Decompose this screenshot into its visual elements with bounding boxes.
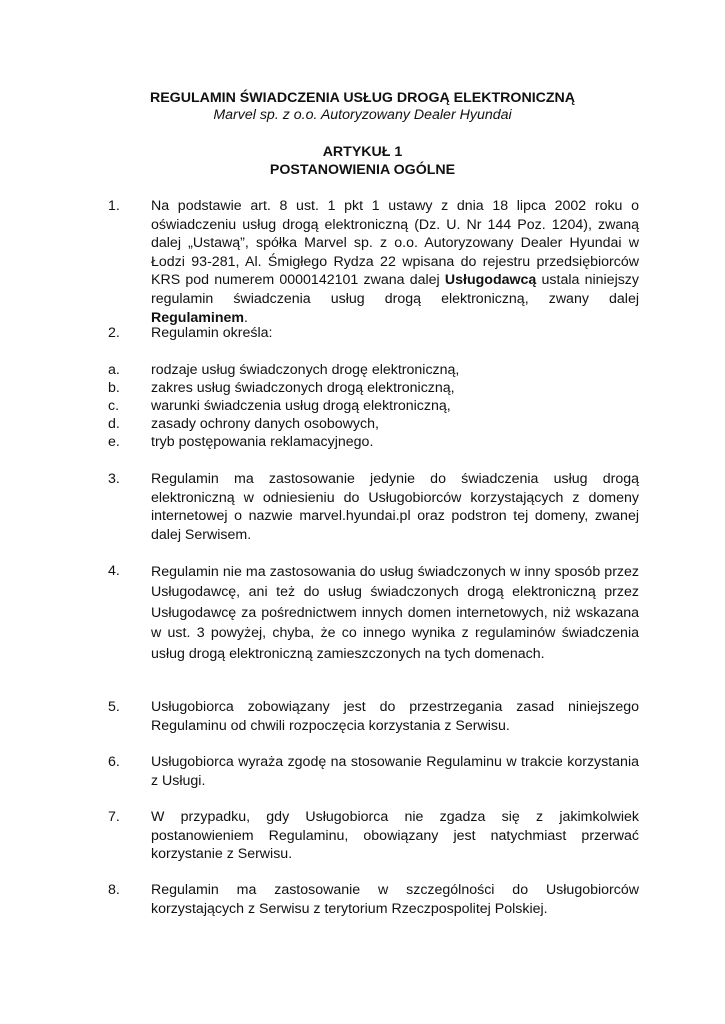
- item-text: Na podstawie art. 8 ust. 1 pkt 1 ustawy z dnia 18 lipca 2002 roku o oświadczeniu usług drogą elektroniczną (Dz. U. Nr 144 Poz. 1204), zwaną dalej „Ustawą”, spółka Marvel sp. z o.o. Autoryzowany Dealer Hyundai w Łodzi 93-281, Al. Śmigłego Rydza 22 wpisana do rejestru przedsiębiorców KRS pod numerem 0000142101 zwana dalej Usługodawcą ustala niniejszy regulamin świadczenia usług drogą elektroniczną, zwany dalej Regulaminem.: [151, 198, 639, 326]
- sublist-text: rodzaje usług świadczonych drogę elektroniczną,: [151, 362, 460, 378]
- sublist-text: zakres usług świadczonych drogą elektroniczną,: [151, 380, 455, 396]
- item-number: 2.: [108, 325, 120, 341]
- bold-term-uslugodawca: Usługodawcą: [444, 272, 537, 289]
- item-text: Usługobiorca wyraża zgodę na stosowanie Regulaminu w trakcie korzystania z Usługi.: [151, 754, 639, 789]
- item-number: 7.: [108, 809, 120, 825]
- item-text: Regulamin ma zastosowanie w szczególności do Usługobiorców korzystających z Serwisu z terytorium Rzeczpospolitej Polskiej.: [151, 882, 639, 917]
- document-title: REGULAMIN ŚWIADCZENIA USŁUG DROGĄ ELEKTRONICZNĄ: [149, 90, 576, 106]
- sublist-letter: d.: [108, 416, 120, 432]
- item-number: 8.: [108, 882, 120, 898]
- item-text: Regulamin określa:: [151, 325, 273, 341]
- item-number: 1.: [108, 198, 120, 214]
- item-number: 6.: [108, 754, 120, 770]
- sublist-text: zasady ochrony danych osobowych,: [151, 416, 379, 432]
- bold-term-regulamin: Regulaminem: [151, 309, 245, 326]
- sublist-text: tryb postępowania reklamacyjnego.: [151, 434, 374, 450]
- item-text: Regulamin nie ma zastosowania do usług świadczonych w inny sposób przez Usługodawcę, ani też do usług świadczonych drogą elektroniczną przez Usługodawcę za pośrednictwem innych domen internetowych, niż wskazana w ust. 3 powyżej, chyba, że co innego wynika z regulaminów świadczenia usług drogą elektroniczną zamieszczonych na tych domenach.: [151, 564, 639, 662]
- sublist-text: warunki świadczenia usług drogą elektroniczną,: [151, 398, 451, 414]
- sublist-letter: a.: [108, 362, 120, 378]
- sublist-letter: e.: [108, 434, 120, 450]
- sublist-letter: b.: [108, 380, 120, 396]
- sublist-letter: c.: [108, 398, 120, 414]
- item-text: Usługobiorca zobowiązany jest do przestrzegania zasad niniejszego Regulaminu od chwili rozpoczęcia korzystania z Serwisu.: [151, 699, 639, 734]
- item-text: Regulamin ma zastosowanie jedynie do świadczenia usług drogą elektroniczną w odniesieniu do Usługobiorców korzystających z domeny internetowej o nazwie marvel.hyundai.pl oraz podstron tej domeny, zwanej dalej Serwisem.: [151, 471, 639, 543]
- section-heading: POSTANOWIENIA OGÓLNE: [269, 162, 456, 178]
- article-heading: ARTYKUŁ 1: [322, 144, 403, 160]
- item-text: W przypadku, gdy Usługobiorca nie zgadza się z jakimkolwiek postanowieniem Regulaminu, obowiązany jest natychmiast przerwać korzystanie z Serwisu.: [151, 809, 639, 863]
- document-subtitle: Marvel sp. z o.o. Autoryzowany Dealer Hyundai: [213, 107, 512, 123]
- item-number: 4.: [108, 563, 120, 579]
- item-number: 3.: [108, 471, 120, 487]
- item-number: 5.: [108, 699, 120, 715]
